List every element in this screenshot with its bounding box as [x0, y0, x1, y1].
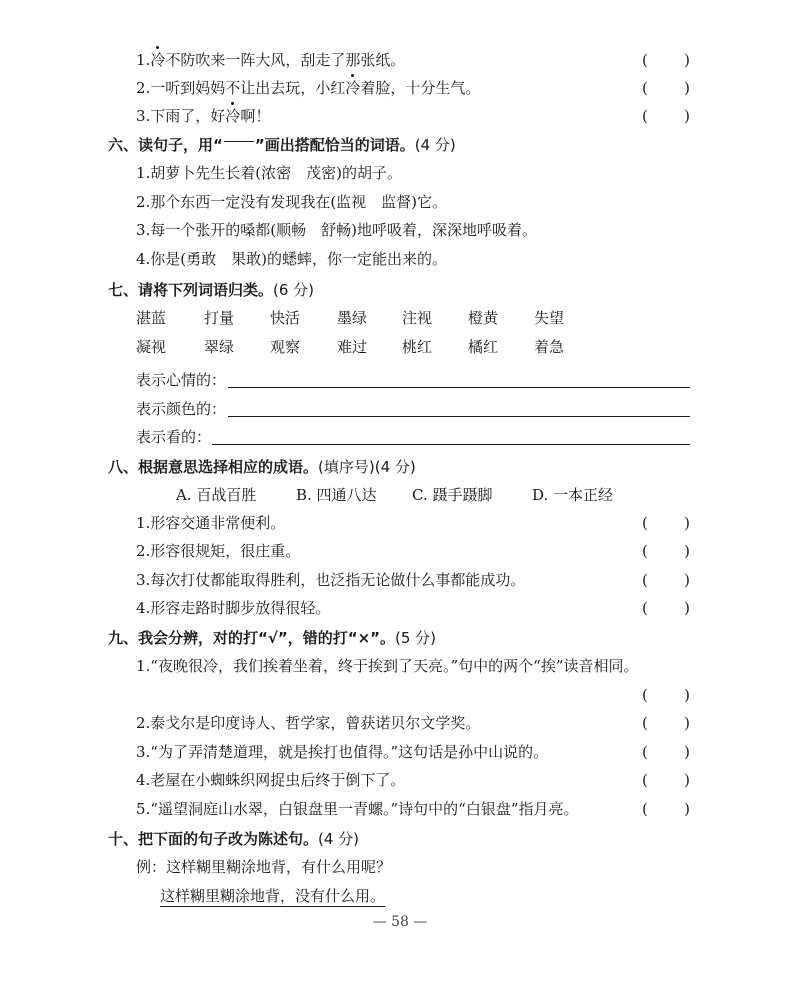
- s9-item-2: 2.泰戈尔是印度诗人、哲学家，曾获诺贝尔文学奖。: [136, 714, 481, 732]
- section-9-title: [108, 628, 436, 648]
- section-7-score: (6 分): [273, 281, 315, 299]
- s10-example: 例：这样糊里糊涂地背，有什么用呢？: [136, 858, 392, 876]
- category-answer-line-mood[interactable]: [228, 387, 690, 388]
- answer-paren-c2[interactable]: ( ): [642, 79, 690, 97]
- section-9-score: (5 分): [395, 629, 437, 647]
- answer-paren-c1[interactable]: ( ): [642, 51, 690, 69]
- cont-item-3: [136, 106, 270, 126]
- section-8-title: [108, 457, 416, 477]
- category-answer-line-look[interactable]: [212, 444, 690, 445]
- answer-paren-s8-3[interactable]: ( ): [642, 571, 690, 589]
- s8-item-1: 1.形容交通非常便利。: [136, 514, 286, 532]
- s10-example-answer-text: 这样糊里糊涂地背，没有什么用。: [160, 887, 386, 905]
- cont-item-1-post: 不防吹来一阵大风，刮走了那张纸。: [165, 51, 406, 69]
- section-9-title-text: 九、我会分辨，对的打“√”，错的打“×”。: [108, 629, 396, 647]
- word: 翠绿: [204, 338, 235, 356]
- s9-item-5: 5.“遥望洞庭山水翠，白银盘里一青螺。”诗句中的“白银盘”指月亮。: [136, 800, 579, 818]
- word: 橘红: [468, 338, 499, 356]
- category-label-color: 表示颜色的：: [136, 400, 227, 418]
- cont-item-3-dot-char: 冷: [225, 107, 241, 125]
- cont-item-1: [136, 50, 405, 70]
- answer-paren-s9-5[interactable]: ( ): [642, 800, 690, 818]
- section-10-score: (4 分): [318, 830, 360, 848]
- cont-item-2-pre: 2.一听到妈妈不让出去玩，小红: [136, 79, 346, 97]
- section-6-title-pre: 六、读句子，用“: [108, 136, 223, 154]
- cont-item-3-pre: 3.下雨了，好: [136, 107, 226, 125]
- cont-item-1-pre: 1.: [136, 51, 151, 69]
- word: 注视: [402, 309, 433, 327]
- idiom-option-a: A. 百战百胜: [176, 486, 257, 504]
- cont-item-3-post: 啊！: [240, 107, 271, 125]
- word: 墨绿: [337, 309, 368, 327]
- s8-item-2: 2.形容很规矩，很庄重。: [136, 542, 301, 560]
- section-7-title-text: 七、请将下列词语归类。: [108, 281, 274, 299]
- section-8-score: (填序号)(4 分): [318, 458, 416, 476]
- word: 橙黄: [468, 309, 499, 327]
- section-10-title-text: 十、把下面的句子改为陈述句。: [108, 830, 319, 848]
- word: 难过: [337, 338, 368, 356]
- s6-item-4: 4.你是(勇敢 果敢)的蟋蟀，你一定能出来的。: [136, 250, 448, 268]
- section-8-title-text: 八、根据意思选择相应的成语。: [108, 458, 319, 476]
- idiom-option-b: B. 四通八达: [296, 486, 377, 504]
- s9-item-4: 4.老屋在小蜘蛛织网捉虫后终于倒下了。: [136, 771, 406, 789]
- answer-paren-s9-1[interactable]: ( ): [642, 686, 690, 704]
- answer-paren-s8-4[interactable]: ( ): [642, 599, 690, 617]
- word: 着急: [534, 338, 565, 356]
- category-label-look: 表示看的：: [136, 428, 212, 446]
- section-10-title: [108, 829, 359, 849]
- answer-paren-s8-1[interactable]: ( ): [642, 514, 690, 532]
- s9-item-1: 1.“夜晚很冷，我们挨着坐着，终于挨到了天亮。”句中的两个“挨”读音相同。: [136, 657, 639, 675]
- section-6-title-post: ”画出搭配恰当的词语。: [254, 136, 415, 154]
- cont-item-2-dot-char: 冷: [345, 79, 361, 97]
- cont-item-1-dot-char: 冷: [150, 51, 166, 69]
- idiom-option-d: D. 一本正经: [532, 486, 614, 504]
- s6-item-1: 1.胡萝卜先生长着(浓密 茂密)的胡子。: [136, 164, 403, 182]
- word: 湛蓝: [136, 309, 167, 327]
- s10-example-answer: [160, 886, 385, 906]
- answer-paren-s9-2[interactable]: ( ): [642, 714, 690, 732]
- word: 打量: [204, 309, 235, 327]
- section-7-title: [108, 280, 314, 300]
- underline-mark: [224, 141, 254, 142]
- section-6-title: [108, 135, 456, 155]
- category-label-mood: 表示心情的：: [136, 371, 227, 389]
- word: 桃红: [402, 338, 433, 356]
- s8-item-3: 3.每次打仗都能取得胜利，也泛指无论做什么事都能成功。: [136, 571, 526, 589]
- category-answer-line-color[interactable]: [228, 416, 690, 417]
- page-number: — 58 —: [372, 914, 428, 930]
- word: 观察: [270, 338, 301, 356]
- idiom-option-c: C. 蹑手蹑脚: [412, 486, 493, 504]
- word: 凝视: [136, 338, 167, 356]
- answer-paren-s8-2[interactable]: ( ): [642, 542, 690, 560]
- cont-item-2-post: 着脸，十分生气。: [360, 79, 481, 97]
- answer-paren-s9-4[interactable]: ( ): [642, 771, 690, 789]
- s6-item-2: 2.那个东西一定没有发现我在(监视 监督)它。: [136, 193, 448, 211]
- s9-item-3: 3.“为了弄清楚道理，就是挨打也值得。”这句话是孙中山说的。: [136, 743, 549, 761]
- section-6-score: (4 分): [414, 136, 456, 154]
- word: 失望: [534, 309, 565, 327]
- s6-item-3: 3.每一个张开的嗓都(顺畅 舒畅)地呼吸着，深深地呼吸着。: [136, 221, 538, 239]
- answer-paren-c3[interactable]: ( ): [642, 107, 690, 125]
- answer-paren-s9-3[interactable]: ( ): [642, 743, 690, 761]
- s8-item-4: 4.形容走路时脚步放得很轻。: [136, 599, 331, 617]
- word: 快活: [270, 309, 301, 327]
- cont-item-2: [136, 78, 480, 98]
